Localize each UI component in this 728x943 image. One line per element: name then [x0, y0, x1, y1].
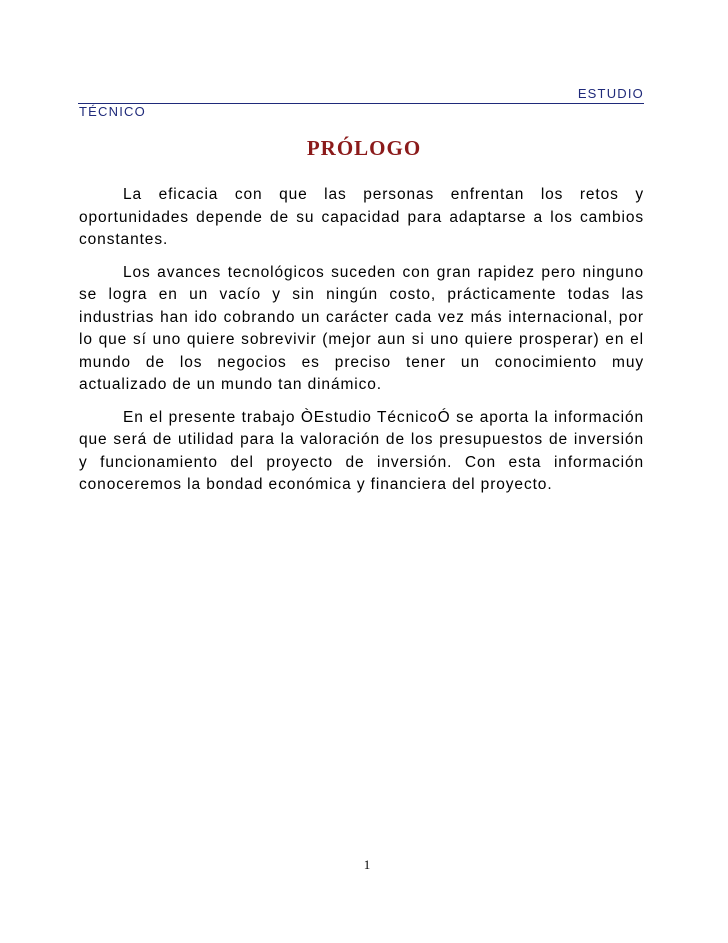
running-header-right: ESTUDIO	[577, 86, 644, 101]
header-divider	[78, 103, 644, 104]
page-title: PRÓLOGO	[306, 136, 422, 160]
running-header-left: TÉCNICO	[79, 104, 146, 119]
paragraph: La eficacia con que las personas enfrentan los retos y oportunidades depende de su capacidad para adaptarse a los cambios constantes.	[79, 186, 644, 248]
paragraph: En el presente trabajo ÒEstudio TécnicoÓ se aporta la información que será de utilidad para la valoración de los presupuestos de inversión y funcionamiento del proyecto de inversión. Con esta información conoceremos la bondad económica y financiera del proyecto.	[79, 408, 644, 493]
paragraph: Los avances tecnológicos suceden con gran rapidez pero ninguno se logra en un vacío y sin ningún costo, prácticamente todas las industrias han ido cobrando un carácter cada vez más internacional, por lo que sí uno quiere sobrevivir (mejor aun si uno quiere prosperar) en el mundo de los negocios es preciso tener un conocimiento muy actualizado de un mundo tan dinámico.	[79, 263, 644, 393]
body-text	[79, 184, 644, 507]
page-number: 1	[363, 857, 371, 872]
